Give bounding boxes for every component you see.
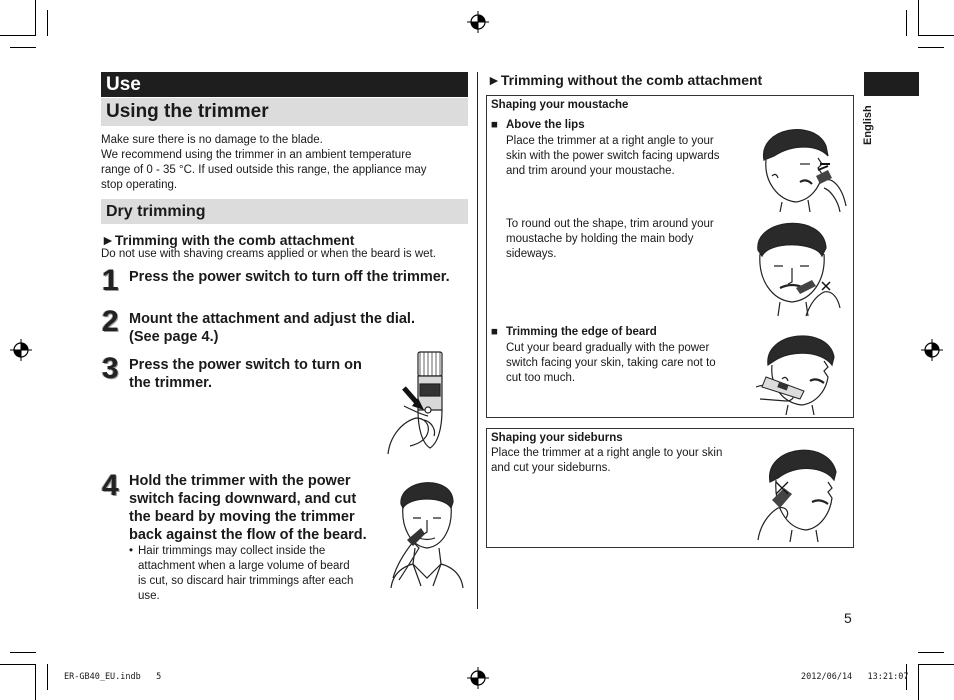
no-comb-heading: ►Trimming without the comb attachment [487,72,763,88]
step-line: back against the flow of the beard. [129,527,367,543]
text-line: and cut your sideburns. [491,462,611,474]
bullet: ■ [491,119,498,131]
intro-line: We recommend using the trimmer in an ambient temperature [101,149,412,161]
registration-mark-right [921,339,943,361]
crop-mark [918,35,954,36]
intro-text [101,133,471,193]
crop-mark [47,664,48,690]
step-line: Press the power switch to turn on [129,357,362,373]
note-line: is cut, so discard hair trimmings after each [138,575,354,587]
face-profile-edge-illustration [752,325,852,415]
step-line: Hold the trimmer with the power [129,473,351,489]
step-line: switch facing downward, and cut [129,491,357,507]
edge-of-beard-heading: Trimming the edge of beard [506,326,657,338]
step-text [129,472,389,544]
registration-mark-bottom [467,667,489,689]
crop-mark [918,0,919,36]
text-line: cut too much. [506,372,576,384]
face-profile-lips-illustration [752,120,852,212]
registration-mark-left [10,339,32,361]
text-line: Cut your beard gradually with the power [506,342,710,354]
step-number: 1 [102,264,119,297]
step-text [129,268,469,286]
crop-mark [35,0,36,36]
section-heading-dry-trimming: Dry trimming [101,199,468,224]
bullet: ■ [491,326,498,338]
above-lips-text [506,134,746,179]
text-line: skin with the power switch facing upwards [506,150,720,162]
intro-line: Make sure there is no damage to the blade. [101,134,323,146]
text-line: sideways. [506,248,557,260]
comb-attachment-note: Do not use with shaving creams applied or when the beard is wet. [101,248,436,260]
sideburns-box-title: Shaping your sideburns [491,432,623,444]
text-line: Place the trimmer at a right angle to your skin [491,447,723,459]
footer-file: ER-GB40_EU.indb 5 [64,672,162,682]
registration-mark-top [467,11,489,33]
footer-timestamp: 2012/06/14 13:21:07 [801,672,909,682]
step-number: 3 [102,352,119,385]
crop-mark [918,47,944,48]
step-line: (See page 4.) [129,329,219,345]
step-line: the trimmer. [129,375,212,391]
step-line: Press the power switch to turn off the trimmer. [129,269,450,285]
crop-mark [10,652,36,653]
step-number: 2 [102,305,119,338]
note-line: Hair trimmings may collect inside the [138,545,326,557]
man-trimming-beard-illustration [385,468,467,588]
crop-mark [0,35,36,36]
column-divider [477,72,478,609]
intro-line: stop operating. [101,179,178,191]
step-line: the beard by moving the trimmer [129,509,355,525]
crop-mark [918,664,919,700]
intro-line: range of 0 - 35 °C. If used outside this range, the appliance may [101,164,427,176]
moustache-box-title: Shaping your moustache [491,99,629,111]
crop-mark [35,664,36,700]
language-tab [864,72,919,96]
text-line: moustache by holding the main body [506,233,694,245]
text-line: switch facing your skin, taking care not to [506,357,716,369]
edge-of-beard-text [506,341,746,386]
step-text [129,356,379,392]
crop-mark [906,10,907,36]
comb-attachment-heading: ►Trimming with the comb attachment [101,232,355,248]
text-line: and trim around your moustache. [506,165,675,177]
text-line: Place the trimmer at a right angle to your [506,135,714,147]
step4-bullet: • [129,545,134,557]
crop-mark [918,652,944,653]
crop-mark [10,47,36,48]
note-line: attachment when a large volume of beard [138,560,350,572]
step4-note [138,544,383,604]
crop-mark [47,10,48,36]
page-number: 5 [844,610,852,626]
language-tab-label: English [862,105,874,145]
step-text [129,310,469,346]
note-line: use. [138,590,160,602]
trimmer-hand-illustration [378,348,468,458]
text-line: To round out the shape, trim around your [506,218,714,230]
crop-mark [918,664,954,665]
step-number: 4 [102,469,119,502]
crop-mark [0,664,36,665]
above-lips-heading: Above the lips [506,119,585,131]
face-front-round-illustration [750,212,850,320]
face-profile-sideburns-illustration [752,436,852,542]
round-shape-text [506,217,746,262]
sideburns-text [491,446,751,476]
section-heading-using-trimmer: Using the trimmer [101,98,468,126]
section-heading-use: Use [101,72,468,97]
step-line: Mount the attachment and adjust the dial. [129,311,415,327]
